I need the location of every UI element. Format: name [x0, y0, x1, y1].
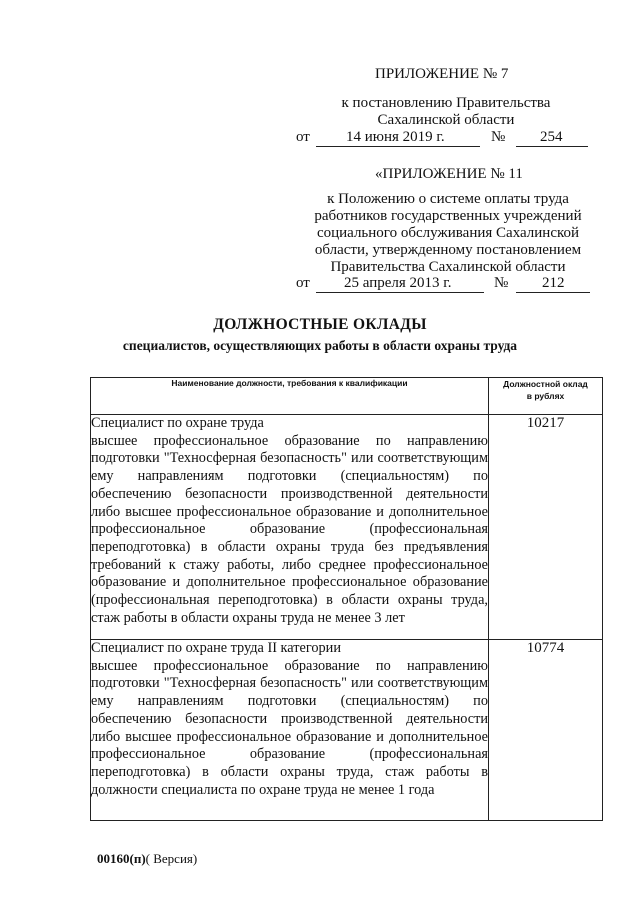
document-title: ДОЛЖНОСТНЫЕ ОКЛАДЫ [213, 316, 427, 333]
position-title: Специалист по охране труда [91, 415, 264, 431]
table-header-row [91, 378, 603, 415]
inner-number-underline [516, 292, 590, 293]
column-header-salary-line-2: в рублях [526, 391, 565, 401]
inner-line-5: Правительства Сахалинской области [330, 259, 566, 275]
inner-number: 212 [542, 275, 565, 291]
position-requirements: высшее профессиональное образование по направлению подготовки "Техносферная безопасность" или соответствующим ему направлениям подготовки (специальностям) по обеспечению безопасности производственной деятельности либо высшее профессиональное образование и дополнительное профессиональное образование (профессиональная переподготовка) в области охраны труда без предъявления требований к стажу работы, либо среднее профессиональное образование и дополнительное профессиональное образование (профессиональная переподготовка) в области охраны труда, стаж работы в области охраны труда не менее 3 лет [91, 432, 488, 626]
appendix-title: ПРИЛОЖЕНИЕ № 7 [375, 66, 509, 82]
position-requirements: высшее профессиональное образование по направлению подготовки "Техносферная безопасность" или соответствующим ему направлениям подготовки (специальностям) по обеспечению безопасности производственной деятельности либо высшее профессиональное образование и дополнительное профессиональное образование (профессиональная переподготовка) в области охраны труда, стаж работы в должности специалиста по охране труда не менее 1 года [91, 657, 488, 798]
document-footer [97, 851, 197, 867]
salary-cell: 10774 [489, 640, 603, 821]
column-header-name: Наименование должности, требования к квалификации [91, 378, 489, 415]
inner-appendix-title: «ПРИЛОЖЕНИЕ № 11 [375, 166, 523, 182]
inner-caption [290, 191, 606, 276]
inner-date: 25 апреля 2013 г. [344, 275, 452, 291]
footer-code: 00160(п) [97, 851, 146, 866]
resolution-line-2: Сахалинской области [377, 112, 515, 128]
table-row [91, 640, 603, 821]
date-underline [316, 146, 480, 147]
resolution-line-1: к постановлению Правительства [341, 95, 551, 111]
inner-line-4: области, утвержденному постановлением [314, 242, 582, 258]
document-subtitle: специалистов, осуществляющих работы в области охраны труда [122, 338, 518, 353]
number-underline [516, 146, 588, 147]
from-label: от [296, 129, 310, 145]
resolution-number: 254 [540, 129, 563, 145]
table-row [91, 415, 603, 640]
position-title: Специалист по охране труда II категории [91, 640, 341, 656]
inner-date-underline [316, 292, 484, 293]
inner-reference [296, 275, 596, 293]
resolution-caption [296, 95, 596, 129]
position-cell [91, 640, 489, 821]
column-header-salary [489, 378, 603, 415]
column-header-salary-line-1: Должностной оклад [503, 379, 588, 389]
footer-version: ( Версия) [145, 851, 198, 866]
resolution-date: 14 июня 2019 г. [346, 129, 445, 145]
inner-line-3: социального обслуживания Сахалинской [316, 225, 580, 241]
inner-from-label: от [296, 275, 310, 291]
number-label: № [491, 129, 506, 145]
salary-cell: 10217 [489, 415, 603, 640]
salary-table [90, 377, 603, 821]
position-cell [91, 415, 489, 640]
inner-line-1: к Положению о системе оплаты труда [327, 191, 569, 207]
resolution-reference [296, 129, 596, 147]
inner-number-label: № [494, 275, 509, 291]
inner-line-2: работников государственных учреждений [314, 208, 582, 224]
